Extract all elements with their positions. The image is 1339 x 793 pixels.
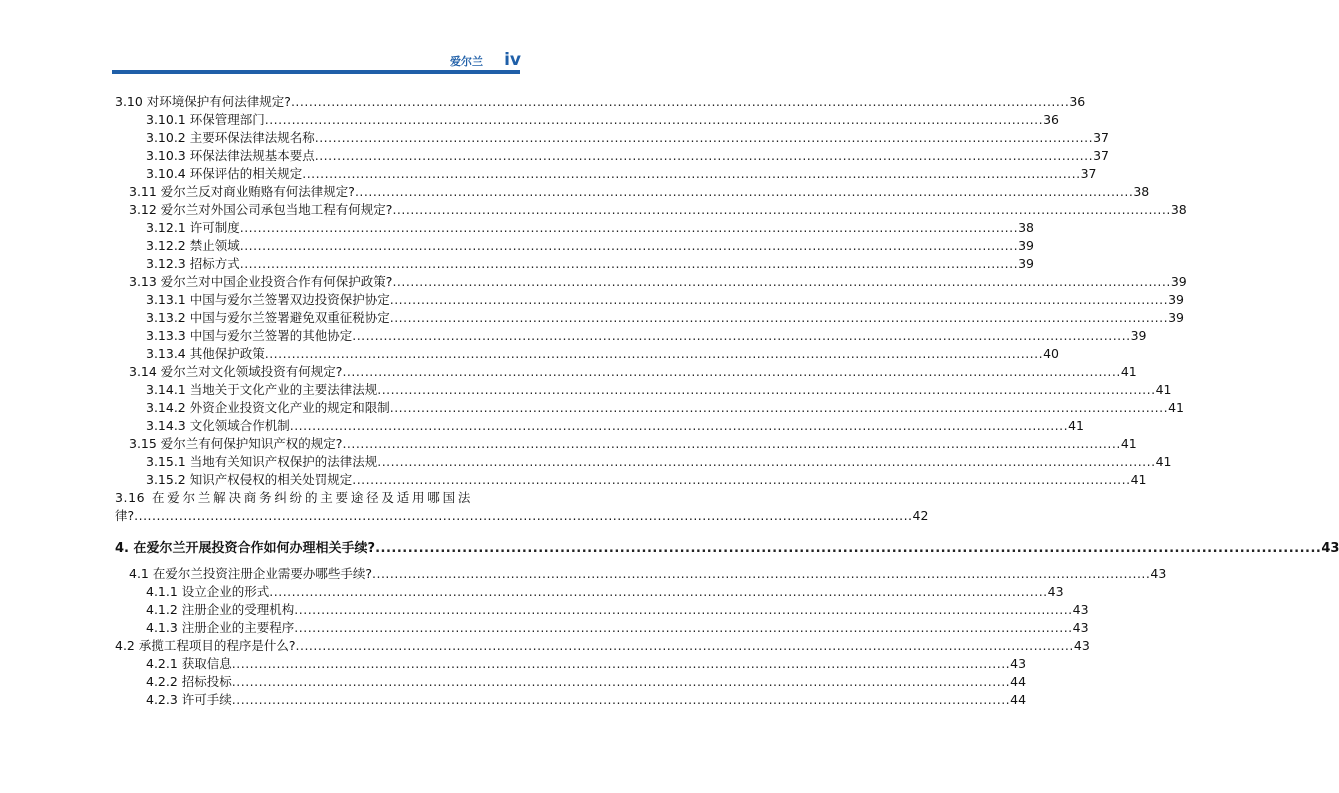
toc-page-number: 37: [1093, 130, 1110, 145]
toc-entry-label: 3.11 爱尔兰反对商业贿赂有何法律规定?: [129, 184, 355, 199]
toc-page-number: 41: [1068, 418, 1085, 433]
toc-page-number: 44: [1010, 674, 1027, 689]
toc-entry-label: 4.2.1 获取信息: [146, 656, 232, 671]
toc-entry-3-14-1[interactable]: [146, 381, 1172, 399]
toc-entry-label: 3.10.2 主要环保法律法规名称: [146, 130, 315, 145]
toc-entry-label: 3.13 爱尔兰对中国企业投资合作有何保护政策?: [129, 274, 393, 289]
dot-leader: ..............................................................................................................................................................................: [231, 656, 1011, 671]
toc-entry-4-2-1[interactable]: [146, 655, 1027, 673]
dot-leader: ..............................................................................................................................................................................: [134, 508, 913, 523]
toc-entry-4-2-3[interactable]: [146, 691, 1027, 709]
toc-page-number: 36: [1043, 112, 1060, 127]
toc-entry-label: 4.2.2 招标投标: [146, 674, 232, 689]
toc-entry-3-10-3[interactable]: [146, 147, 1110, 165]
toc-entry-4-2-2[interactable]: [146, 673, 1027, 691]
toc-entry-3-12[interactable]: [129, 201, 1187, 219]
toc-entry-label: 3.15.1 当地有关知识产权保护的法律法规: [146, 454, 378, 469]
dot-leader: ..............................................................................................................................................................................: [231, 692, 1011, 707]
toc-page-number: 41: [1168, 400, 1185, 415]
toc-page-number: 38: [1170, 202, 1187, 217]
dot-leader: ..............................................................................................................................................................................: [389, 310, 1169, 325]
toc-entry-3-10-1[interactable]: [146, 111, 1060, 129]
dot-leader: ..............................................................................................................................................................................: [269, 584, 1048, 599]
dot-leader: ..............................................................................................................................................................................: [372, 566, 1151, 581]
toc-page-number: 41: [1120, 436, 1137, 451]
toc-entry-label: 3.13.3 中国与爱尔兰签署的其他协定: [146, 328, 353, 343]
dot-leader: ..............................................................................................................................................................................: [302, 166, 1081, 181]
toc-page-number: 41: [1155, 454, 1172, 469]
toc-entry-label: 4.2.3 许可手续: [146, 692, 232, 707]
dot-leader: ..............................................................................................................................................................................: [239, 238, 1019, 253]
toc-entry-label: 3.13.4 其他保护政策: [146, 346, 265, 361]
dot-leader: ..............................................................................................................................................................................: [342, 364, 1121, 379]
toc-entry-4-1-3[interactable]: [146, 619, 1089, 637]
toc-entry-label: 3.10 对环境保护有何法律规定?: [115, 94, 291, 109]
toc-entry-3-12-3[interactable]: [146, 255, 1035, 273]
dot-leader: ..............................................................................................................................................................................: [290, 94, 1070, 109]
toc-chapter-4[interactable]: [115, 540, 1339, 558]
dot-leader: ..............................................................................................................................................................................: [389, 292, 1169, 307]
toc-entry-3-13-1[interactable]: [146, 291, 1185, 309]
toc-entry-label: 4.2 承揽工程项目的程序是什么?: [115, 638, 296, 653]
toc-entry-3-15-2[interactable]: [146, 471, 1147, 489]
toc-entry-3-11[interactable]: [129, 183, 1150, 201]
dot-leader: ..............................................................................................................................................................................: [295, 638, 1074, 653]
toc-entry-3-12-1[interactable]: [146, 219, 1035, 237]
toc-entry-3-12-2[interactable]: [146, 237, 1035, 255]
toc-entry-label: 4.1 在爱尔兰投资注册企业需要办哪些手续?: [129, 566, 372, 581]
toc-entry-3-10[interactable]: [115, 93, 1086, 111]
toc-page-number: 43: [1072, 620, 1089, 635]
toc-page-number: 42: [912, 508, 929, 523]
toc-entry-label: 3.15.2 知识产权侵权的相关处罚规定: [146, 472, 353, 487]
toc-page-number: 41: [1130, 472, 1147, 487]
toc-entry-3-13[interactable]: [129, 273, 1187, 291]
dot-leader: ..............................................................................................................................................................................: [314, 148, 1094, 163]
toc-entry-label: 4.1.2 注册企业的受理机构: [146, 602, 295, 617]
dot-leader: ..............................................................................................................................................................................: [392, 202, 1171, 217]
toc-entry-3-13-3[interactable]: [146, 327, 1147, 345]
dot-leader: ..............................................................................................................................................................................: [354, 184, 1134, 199]
toc-page-number: 43: [1321, 541, 1339, 556]
toc-entry-label: 4.1.1 设立企业的形式: [146, 584, 270, 599]
toc-page-number: 41: [1120, 364, 1137, 379]
toc-entry-label: 3.13.2 中国与爱尔兰签署避免双重征税协定: [146, 310, 390, 325]
dot-leader: ..............................................................................................................................................................................: [314, 130, 1094, 145]
toc-entry-3-14-3[interactable]: [146, 417, 1085, 435]
toc-page-number: 38: [1018, 220, 1035, 235]
toc-entry-3-15[interactable]: [129, 435, 1137, 453]
toc-entry-3-13-4[interactable]: [146, 345, 1060, 363]
toc-page-number: 37: [1093, 148, 1110, 163]
toc-entry-label: 3.10.4 环保评估的相关规定: [146, 166, 303, 181]
dot-leader: ..............................................................................................................................................................................: [352, 472, 1131, 487]
dot-leader: ..............................................................................................................................................................................: [239, 256, 1019, 271]
toc-entry-3-14[interactable]: [129, 363, 1137, 381]
dot-leader: ..............................................................................................................................................................................: [289, 418, 1069, 433]
toc-page-number: 37: [1080, 166, 1097, 181]
dot-leader: ..............................................................................................................................................................................: [294, 620, 1073, 635]
toc-entry-4-1-2[interactable]: [146, 601, 1089, 619]
dot-leader: ..............................................................................................................................................................................: [352, 328, 1131, 343]
toc-page-number: 41: [1155, 382, 1172, 397]
toc-page-number: 43: [1150, 566, 1167, 581]
toc-page-number: 43: [1072, 602, 1089, 617]
toc-entry-label: 3.14.3 文化领域合作机制: [146, 418, 290, 433]
toc-page-number: 39: [1168, 310, 1185, 325]
toc-entry-label: 3.14.2 外资企业投资文化产业的规定和限制: [146, 400, 390, 415]
toc-page-number: 43: [1010, 656, 1027, 671]
toc-page-number: 38: [1133, 184, 1150, 199]
toc-entry-label: 3.10.1 环保管理部门: [146, 112, 265, 127]
dot-leader: ..............................................................................................................................................................................: [231, 674, 1011, 689]
toc-entry-4-1-1[interactable]: [146, 583, 1064, 601]
toc-entry-label: 3.14 爱尔兰对文化领域投资有何规定?: [129, 364, 343, 379]
dot-leader: ..............................................................................................................................................................................: [294, 602, 1073, 617]
toc-entry-label-continued: 律?: [115, 508, 135, 523]
toc-entry-3-13-2[interactable]: [146, 309, 1185, 327]
toc-entry-label: 3.15 爱尔兰有何保护知识产权的规定?: [129, 436, 343, 451]
toc-entry-label: 4. 在爱尔兰开展投资合作如何办理相关手续?: [115, 541, 376, 556]
dot-leader: ..............................................................................................................................................................................: [375, 541, 1322, 556]
header-label: 爱尔兰: [450, 55, 483, 68]
toc-page-number: 44: [1010, 692, 1027, 707]
dot-leader: ..............................................................................................................................................................................: [239, 220, 1019, 235]
page-number: iv: [504, 50, 521, 70]
toc-page-number: 39: [1018, 238, 1035, 253]
toc-page-number: 39: [1018, 256, 1035, 271]
toc-entry-label: 3.12.3 招标方式: [146, 256, 240, 271]
toc-entry-label: 3.12 爱尔兰对外国公司承包当地工程有何规定?: [129, 202, 393, 217]
dot-leader: ..............................................................................................................................................................................: [392, 274, 1171, 289]
dot-leader: ..............................................................................................................................................................................: [264, 112, 1044, 127]
toc-entry-label: 3.13.1 中国与爱尔兰签署双边投资保护协定: [146, 292, 390, 307]
dot-leader: ..............................................................................................................................................................................: [389, 400, 1169, 415]
header-rule: [112, 70, 520, 74]
toc-entry-label: 3.16 在爱尔兰解决商务纠纷的主要途径及适用哪国法: [115, 490, 471, 505]
dot-leader: ..............................................................................................................................................................................: [377, 382, 1156, 397]
dot-leader: ..............................................................................................................................................................................: [342, 436, 1121, 451]
toc-entry-4-2[interactable]: [115, 637, 1090, 655]
toc-entry-3-14-2[interactable]: [146, 399, 1185, 417]
toc-entry-3-16[interactable]: [115, 489, 929, 525]
toc-entry-continuation: [115, 507, 929, 525]
toc-entry-label: 3.10.3 环保法律法规基本要点: [146, 148, 315, 163]
toc-page-number: 40: [1043, 346, 1060, 361]
toc-page-number: 39: [1170, 274, 1187, 289]
toc-page-number: 39: [1168, 292, 1185, 307]
dot-leader: ..............................................................................................................................................................................: [377, 454, 1156, 469]
toc-entry-label: 3.12.2 禁止领域: [146, 238, 240, 253]
toc-entry-3-10-2[interactable]: [146, 129, 1110, 147]
toc-page-number: 39: [1130, 328, 1147, 343]
toc-entry-4-1[interactable]: [129, 565, 1167, 583]
toc-entry-label: 4.1.3 注册企业的主要程序: [146, 620, 295, 635]
toc-entry-label: 3.12.1 许可制度: [146, 220, 240, 235]
toc-entry-3-10-4[interactable]: [146, 165, 1097, 183]
dot-leader: ..............................................................................................................................................................................: [264, 346, 1044, 361]
toc-page-number: 43: [1047, 584, 1064, 599]
toc-page-number: 36: [1069, 94, 1086, 109]
toc-page-number: 43: [1073, 638, 1090, 653]
toc-entry-label: 3.14.1 当地关于文化产业的主要法律法规: [146, 382, 378, 397]
toc-entry-3-15-1[interactable]: [146, 453, 1172, 471]
